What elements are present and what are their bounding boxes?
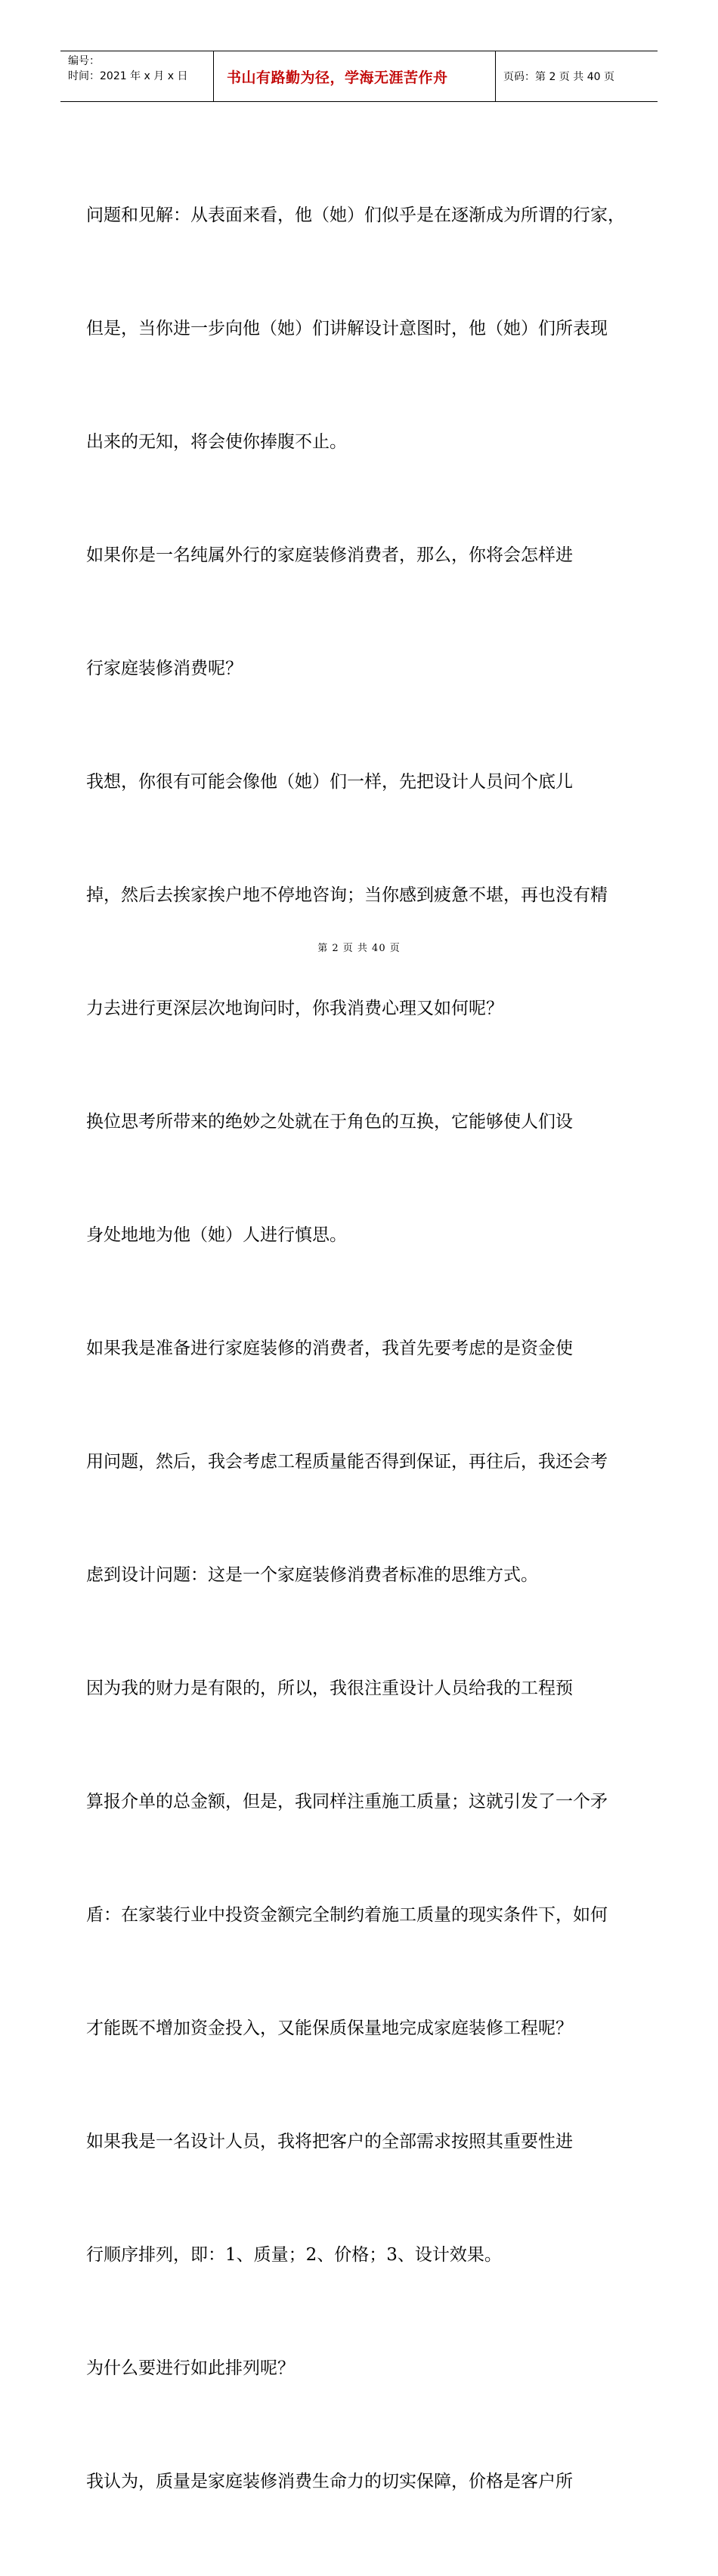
doc-number-label: 编号： (68, 55, 100, 67)
text-line: 如果我是准备进行家庭装修的消费者，我首先要考虑的是资金使 (86, 1339, 573, 1358)
doc-date-label: 时间：2021 年 x 月 x 日 (68, 70, 188, 82)
text-line: 用问题，然后，我会考虑工程质量能否得到保证，再往后，我还会考 (86, 1452, 608, 1472)
text-line: 算报介单的总金额，但是，我同样注重施工质量；这就引发了一个矛 (86, 1792, 608, 1812)
text-line: 虑到设计问题：这是一个家庭装修消费者标准的思维方式。 (86, 1565, 538, 1585)
text-line: 盾：在家装行业中投资金额完全制约着施工质量的现实条件下，如何 (86, 1905, 608, 1925)
page-header (60, 51, 658, 102)
header-motto: 书山有路勤为径，学海无涯苦作舟 (227, 69, 448, 86)
text-line: 我认为，质量是家庭装修消费生命力的切实保障，价格是客户所 (86, 2472, 573, 2491)
footer-page-number: 第 2 页 共 40 页 (317, 943, 401, 954)
header-meta (60, 51, 214, 101)
header-page-info: 页码：第 2 页 共 40 页 (503, 71, 614, 83)
text-line: 我想，你很有可能会像他（她）们一样，先把设计人员问个底儿 (86, 772, 573, 792)
body-text (86, 121, 633, 2576)
document-body (86, 121, 633, 2576)
text-line: 为什么要进行如此排列呢？ (86, 2358, 295, 2378)
text-line: 力去进行更深层次地询问时，你我消费心理又如何呢？ (86, 999, 503, 1018)
text-line: 出来的无知，将会使你捧腹不止。 (86, 432, 347, 452)
text-line: 才能既不增加资金投入，又能保质保量地完成家庭装修工程呢？ (86, 2018, 573, 2038)
text-line: 问题和见解：从表面来看，他（她）们似乎是在逐渐成为所谓的行家， (86, 205, 625, 225)
header-page-cell (496, 51, 658, 101)
text-line: 掉，然后去挨家挨户地不停地咨询；当你感到疲惫不堪，再也没有精 (86, 885, 608, 905)
text-line: 因为我的财力是有限的，所以，我很注重设计人员给我的工程预 (86, 1679, 573, 1698)
page-footer (0, 940, 718, 954)
text-line: 但是，当你进一步向他（她）们讲解设计意图时，他（她）们所表现 (86, 319, 608, 338)
text-line: 如果我是一名设计人员，我将把客户的全部需求按照其重要性进 (86, 2132, 573, 2151)
text-line: 行顺序排列，即：1、质量；2、价格；3、设计效果。 (86, 2245, 502, 2265)
text-line: 换位思考所带来的绝妙之处就在于角色的互换，它能够使人们设 (86, 1112, 573, 1132)
text-line: 如果你是一名纯属外行的家庭装修消费者，那么，你将会怎样进 (86, 545, 573, 565)
text-line: 行家庭装修消费呢？ (86, 659, 243, 678)
text-line: 身处地地为他（她）人进行慎思。 (86, 1225, 347, 1245)
header-motto-cell (214, 51, 496, 101)
